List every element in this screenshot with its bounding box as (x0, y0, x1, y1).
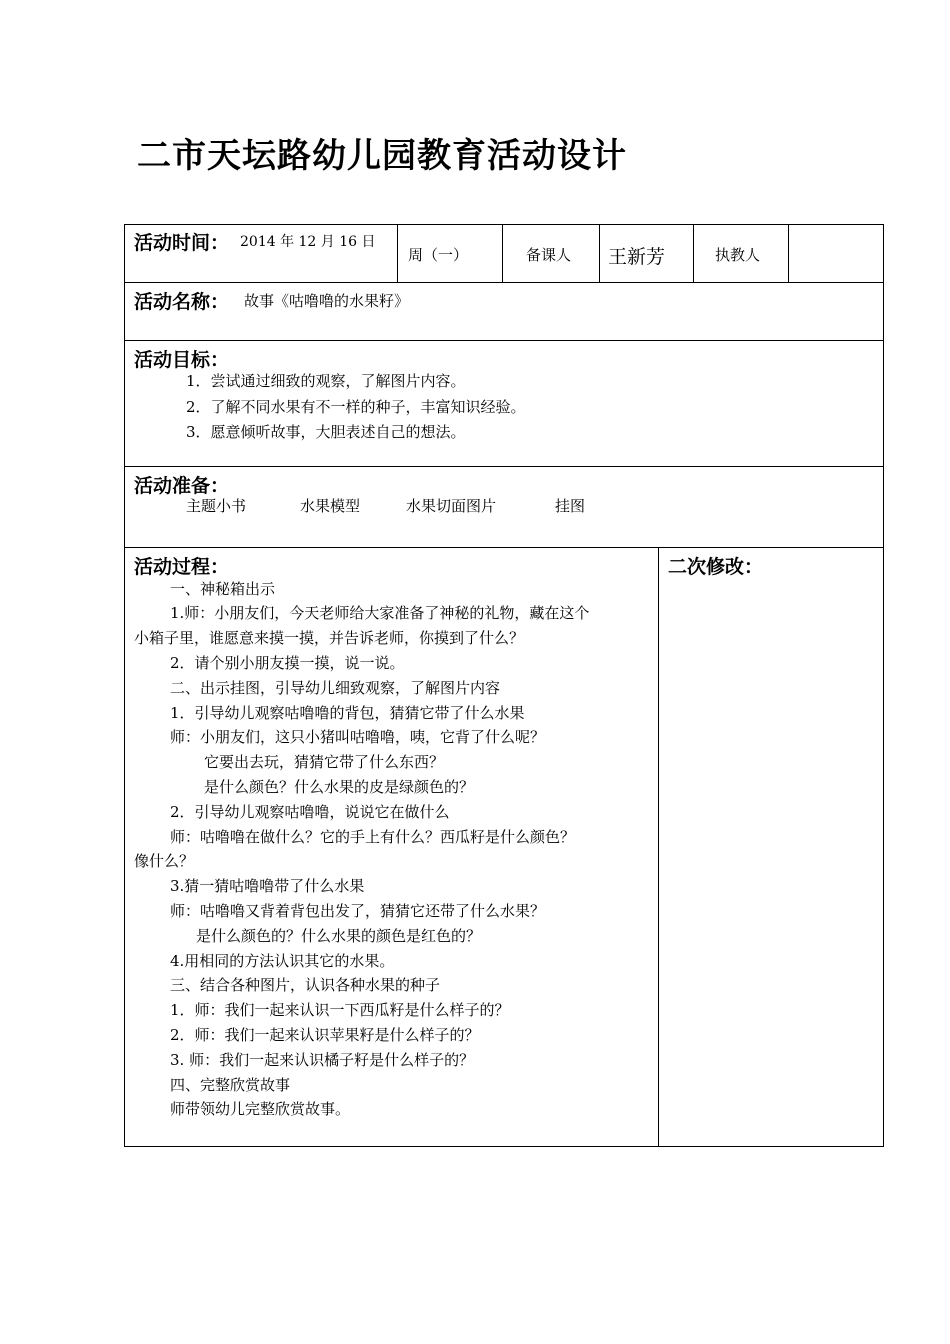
process-line: 1.师：小朋友们，今天老师给大家准备了神秘的礼物，藏在这个 (170, 604, 590, 622)
goal-item: 1．尝试通过细致的观察，了解图片内容。 (186, 372, 466, 390)
process-line: 师：咕噜噜又背着背包出发了，猜猜它还带了什么水果？ (170, 902, 546, 920)
process-line: 一、神秘箱出示 (170, 580, 276, 598)
column-divider (397, 224, 398, 282)
time-value: 2014 年 12 月 16 日 (240, 234, 376, 250)
process-line: 2．引导幼儿观察咕噜噜，说说它在做什么 (170, 803, 450, 821)
process-line: 师：小朋友们，这只小猪叫咕噜噜，咦，它背了什么呢？ (170, 728, 546, 746)
goal-item: 3．愿意倾听故事，大胆表述自己的想法。 (186, 423, 466, 441)
preparation-item: 水果切面图片 (406, 497, 497, 515)
process-line: 它要出去玩，猜猜它带了什么东西？ (204, 753, 445, 771)
row-divider (124, 340, 884, 341)
preparation-item: 挂图 (555, 497, 586, 515)
activity-design-table (124, 224, 884, 1147)
process-line: 2．师：我们一起来认识苹果籽是什么样子的？ (170, 1026, 480, 1044)
process-label: 活动过程： (134, 556, 230, 578)
process-line: 4.用相同的方法认识其它的水果。 (170, 952, 395, 970)
column-divider (658, 547, 659, 1146)
process-line: 3. 师：我们一起来认识橘子籽是什么样子的？ (170, 1051, 475, 1069)
row-divider (124, 466, 884, 467)
process-line: 是什么颜色？什么水果的皮是绿颜色的？ (204, 778, 475, 796)
column-divider (788, 224, 789, 282)
process-line: 1．师：我们一起来认识一下西瓜籽是什么样子的？ (170, 1001, 510, 1019)
column-divider (502, 224, 503, 282)
column-divider (599, 224, 600, 282)
process-line: 小箱子里，谁愿意来摸一摸，并告诉老师，你摸到了什么？ (134, 629, 525, 647)
activity-name-label: 活动名称： (134, 291, 230, 313)
goal-item: 2．了解不同水果有不一样的种子，丰富知识经验。 (186, 398, 526, 416)
teacher-label: 执教人 (715, 246, 761, 264)
process-line: 1．引导幼儿观察咕噜噜的背包，猜猜它带了什么水果 (170, 704, 525, 722)
row-divider (124, 282, 884, 283)
process-line: 三、结合各种图片，认识各种水果的种子 (170, 976, 441, 994)
process-line: 四、完整欣赏故事 (170, 1076, 291, 1094)
process-line: 二、出示挂图，引导幼儿细致观察，了解图片内容 (170, 679, 501, 697)
process-line: 像什么？ (134, 852, 195, 870)
process-line: 是什么颜色的？什么水果的颜色是红色的？ (196, 927, 482, 945)
table-border-right (883, 224, 884, 1147)
weekday-cell: 周（一） (408, 246, 469, 264)
document-title: 二市天坛路幼儿园教育活动设计 (137, 136, 627, 176)
preparation-item: 水果模型 (300, 497, 361, 515)
table-border-bottom (124, 1146, 884, 1147)
column-divider (693, 224, 694, 282)
process-line: 3.猜一猜咕噜噜带了什么水果 (170, 877, 365, 895)
table-border-top (124, 224, 884, 225)
row-divider (124, 547, 884, 548)
table-border-left (124, 224, 125, 1147)
process-line: 师：咕噜噜在做什么？它的手上有什么？西瓜籽是什么颜色？ (170, 828, 576, 846)
activity-name-value: 故事《咕噜噜的水果籽》 (244, 292, 410, 310)
process-line: 师带领幼儿完整欣赏故事。 (170, 1100, 351, 1118)
preparation-label: 活动准备： (134, 475, 230, 497)
goals-label: 活动目标： (134, 349, 230, 371)
preparation-item: 主题小书 (186, 497, 247, 515)
preparer-label: 备课人 (526, 246, 572, 264)
process-line: 2．请个别小朋友摸一摸，说一说。 (170, 654, 405, 672)
preparer-name: 王新芳 (608, 246, 666, 268)
revision-label: 二次修改： (668, 556, 764, 578)
time-label: 活动时间： (134, 232, 230, 254)
